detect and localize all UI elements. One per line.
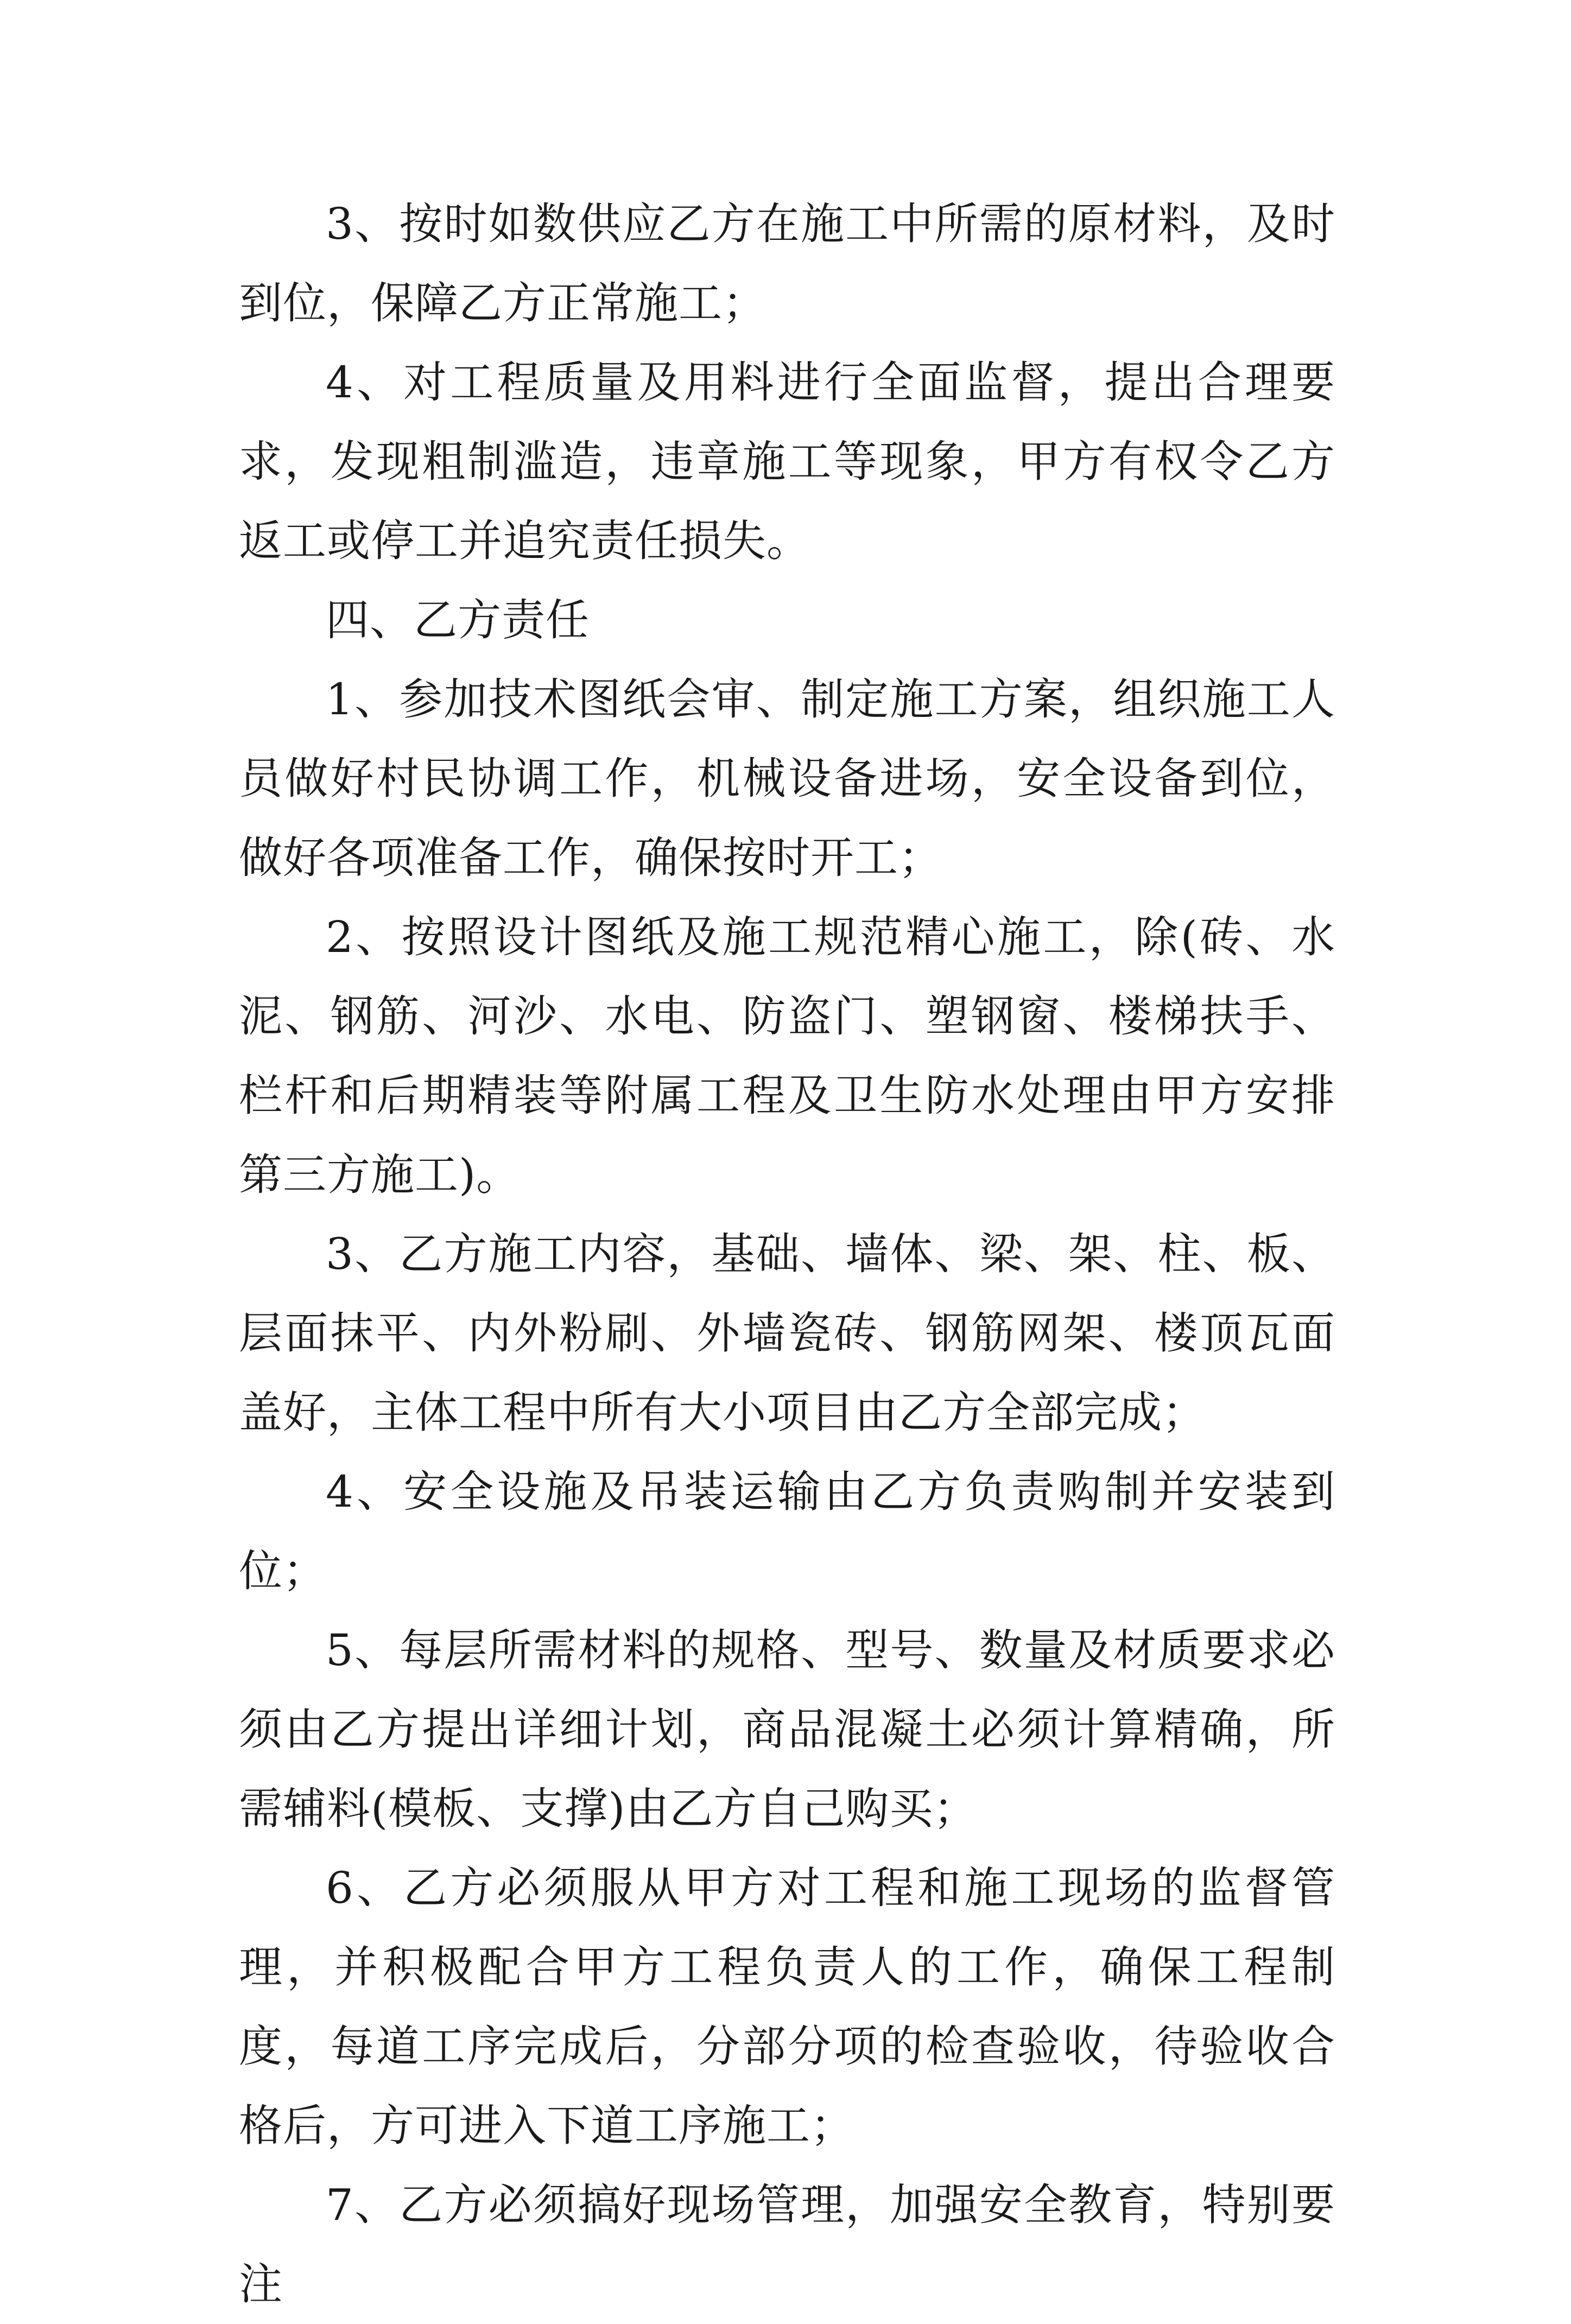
paragraph-supply-materials: 3、按时如数供应乙方在施工中所需的原材料，及时到位，保障乙方正常施工； xyxy=(239,199,1335,328)
paragraph-drawing-review: 1、参加技术图纸会审、制定施工方案，组织施工人员做好村民协调工作，机械设备进场，安全设备到位，做好各项准备工作，确保按时开工； xyxy=(239,674,1335,883)
paragraph-site-management: 7、乙方必须搞好现场管理，加强安全教育，特别要注 xyxy=(239,2180,1335,2309)
section-heading-party-b-responsibility: 四、乙方责任 xyxy=(326,595,590,645)
paragraph-safety-facilities: 4、安全设施及吊装运输由乙方负责购制并安装到位； xyxy=(239,1466,1335,1596)
paragraph-construction-scope: 3、乙方施工内容，基础、墙体、梁、架、柱、板、层面抹平、内外粉刷、外墙瓷砖、钢筋网架、楼顶瓦面盖好，主体工程中所有大小项目由乙方全部完成； xyxy=(239,1229,1335,1438)
document-body xyxy=(239,185,1335,2324)
paragraph-quality-supervision: 4、对工程质量及用料进行全面监督，提出合理要求，发现粗制滥造，违章施工等现象，甲方有权令乙方返工或停工并追究责任损失。 xyxy=(239,357,1335,566)
paragraph-construction-by-design: 2、按照设计图纸及施工规范精心施工，除(砖、水泥、钢筋、河沙、水电、防盗门、塑钢窗、楼梯扶手、栏杆和后期精装等附属工程及卫生防水处理由甲方安排第三方施工)。 xyxy=(239,912,1335,1200)
paragraph-material-plan: 5、每层所需材料的规格、型号、数量及材质要求必须由乙方提出详细计划，商品混凝土必须计算精确，所需辅料(模板、支撑)由乙方自己购买； xyxy=(239,1625,1335,1834)
paragraph-site-supervision: 6、乙方必须服从甲方对工程和施工现场的监督管理，并积极配合甲方工程负责人的工作，确保工程制度，每道工序完成后，分部分项的检查验收，待验收合格后，方可进入下道工序施工； xyxy=(239,1863,1335,2151)
